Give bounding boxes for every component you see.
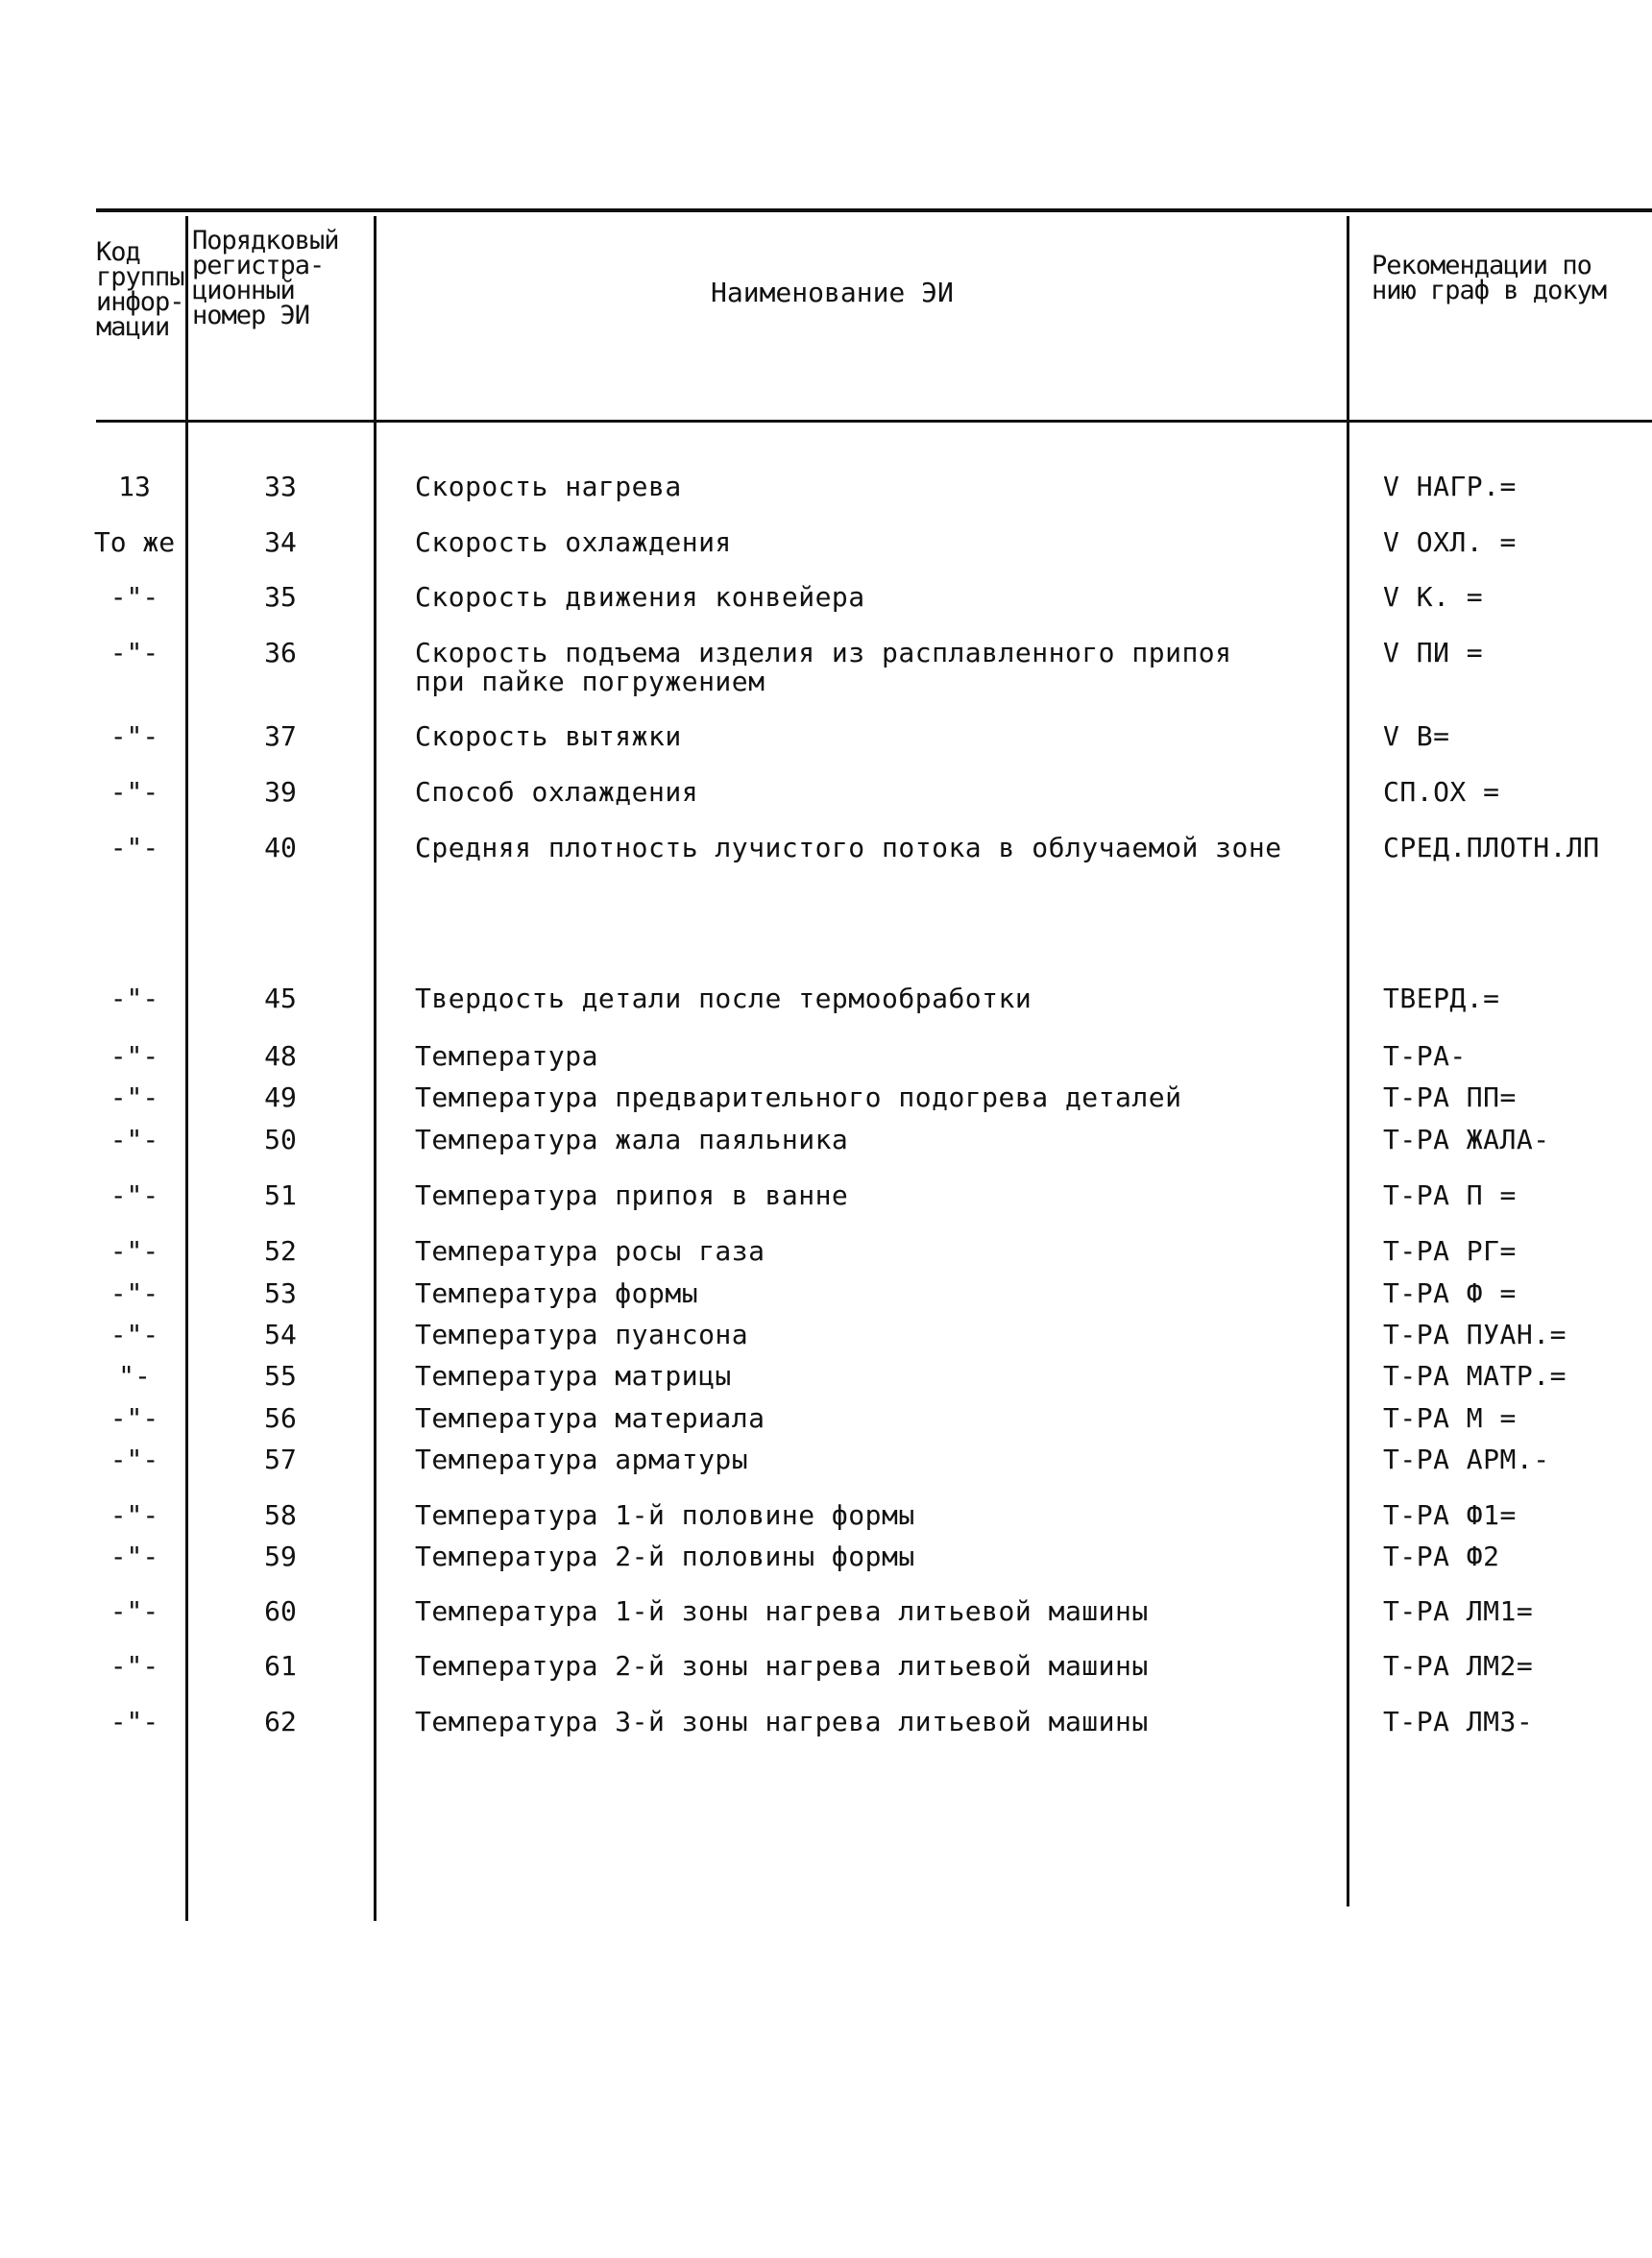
row-recommendation: Т-РА ПП= <box>1383 1081 1517 1113</box>
row-number: 53 <box>264 1277 297 1309</box>
row-recommendation: Т-РА МАТР.= <box>1383 1360 1567 1392</box>
row-name: Скорость охлаждения <box>415 526 732 558</box>
row-name: Температура арматуры <box>415 1444 749 1475</box>
row-number: 50 <box>264 1124 297 1155</box>
row-number: 33 <box>264 471 297 502</box>
row-code: -"- <box>109 581 159 613</box>
row-code: -"- <box>109 1124 159 1155</box>
row-recommendation: СРЕД.ПЛОТН.ЛП <box>1383 832 1600 863</box>
row-recommendation: ТВЕРД.= <box>1383 983 1500 1014</box>
row-number: 61 <box>264 1650 297 1682</box>
row-number: 52 <box>264 1235 297 1267</box>
header-code: Код группы инфор- мации <box>96 237 184 342</box>
row-recommendation: V ПИ = <box>1383 637 1484 668</box>
row-number: 60 <box>264 1595 297 1627</box>
row-number: 58 <box>264 1499 297 1531</box>
row-name: Температура 2-й зоны нагрева литьевой машины <box>415 1650 1149 1682</box>
row-number: 54 <box>264 1319 297 1350</box>
table-top-rule <box>96 208 1652 212</box>
row-recommendation: Т-РА ЛМ2= <box>1383 1650 1534 1682</box>
row-name: Температура матрицы <box>415 1360 732 1392</box>
row-number: 56 <box>264 1402 297 1434</box>
row-code: -"- <box>109 1706 159 1737</box>
row-name: Температура <box>415 1040 598 1072</box>
row-code: -"- <box>109 1277 159 1309</box>
row-code: -"- <box>109 637 159 668</box>
row-code: -"- <box>109 1235 159 1267</box>
row-recommendation: Т-РА Ф1= <box>1383 1499 1517 1531</box>
row-recommendation: Т-РА ЛМ3- <box>1383 1706 1534 1737</box>
row-recommendation: V К. = <box>1383 581 1484 613</box>
row-code: -"- <box>109 832 159 863</box>
row-recommendation: Т-РА ЖАЛА- <box>1383 1124 1550 1155</box>
row-recommendation: Т-РА ПУАН.= <box>1383 1319 1567 1350</box>
row-name: Скорость вытяжки <box>415 720 682 752</box>
row-recommendation: V ОХЛ. = <box>1383 526 1517 558</box>
row-recommendation: Т-РА П = <box>1383 1179 1517 1211</box>
row-code: "- <box>118 1360 151 1392</box>
row-recommendation: Т-РА- <box>1383 1040 1467 1072</box>
row-code: -"- <box>109 1650 159 1682</box>
header-recommendation: Рекомендации по нию граф в докум <box>1372 251 1607 305</box>
column-divider-3 <box>1347 216 1349 1906</box>
row-name: Твердость детали после термообработки <box>415 983 1032 1014</box>
row-number: 40 <box>264 832 297 863</box>
row-recommendation: V В= <box>1383 720 1450 752</box>
row-code: -"- <box>109 1595 159 1627</box>
row-recommendation: Т-РА РГ= <box>1383 1235 1517 1267</box>
header-name: Наименование ЭИ <box>711 277 954 308</box>
row-name: Средняя плотность лучистого потока в облучаемой зоне <box>415 832 1282 863</box>
header-bottom-rule <box>96 420 1652 423</box>
row-code: То же <box>93 526 176 558</box>
row-code: -"- <box>109 1179 159 1211</box>
row-number: 55 <box>264 1360 297 1392</box>
row-number: 48 <box>264 1040 297 1072</box>
row-name: Способ охлаждения <box>415 776 699 808</box>
row-name: Температура материала <box>415 1402 765 1434</box>
row-recommendation: СП.ОХ = <box>1383 776 1500 808</box>
row-code: -"- <box>109 1402 159 1434</box>
row-number: 35 <box>264 581 297 613</box>
row-recommendation: Т-РА М = <box>1383 1402 1517 1434</box>
row-code: -"- <box>109 720 159 752</box>
row-name: Температура 1-й половине формы <box>415 1499 915 1531</box>
row-number: 45 <box>264 983 297 1014</box>
row-name: Скорость движения конвейера <box>415 581 865 613</box>
row-number: 39 <box>264 776 297 808</box>
row-recommendation: Т-РА Ф2 <box>1383 1541 1500 1572</box>
row-number: 36 <box>264 637 297 668</box>
row-recommendation: Т-РА АРМ.- <box>1383 1444 1550 1475</box>
row-recommendation: Т-РА ЛМ1= <box>1383 1595 1534 1627</box>
row-code: -"- <box>109 1081 159 1113</box>
row-code: -"- <box>109 1541 159 1572</box>
row-number: 59 <box>264 1541 297 1572</box>
row-code: -"- <box>109 1499 159 1531</box>
row-code: -"- <box>109 1319 159 1350</box>
row-name: Температура жала паяльника <box>415 1124 849 1155</box>
row-name: Температура 1-й зоны нагрева литьевой машины <box>415 1595 1149 1627</box>
row-number: 34 <box>264 526 297 558</box>
row-recommendation: V НАГР.= <box>1383 471 1517 502</box>
column-divider-2 <box>374 216 377 1921</box>
header-reg-number: Порядковый регистра- ционный номер ЭИ <box>192 226 339 330</box>
row-name: Скорость нагрева <box>415 471 682 502</box>
row-code: -"- <box>109 1444 159 1475</box>
row-name: Температура 3-й зоны нагрева литьевой машины <box>415 1706 1149 1737</box>
row-name: Температура росы газа <box>415 1235 765 1267</box>
row-code: -"- <box>109 983 159 1014</box>
row-code: -"- <box>109 1040 159 1072</box>
row-number: 49 <box>264 1081 297 1113</box>
row-number: 37 <box>264 720 297 752</box>
row-number: 51 <box>264 1179 297 1211</box>
row-number: 57 <box>264 1444 297 1475</box>
row-recommendation: Т-РА Ф = <box>1383 1277 1517 1309</box>
row-name: Температура формы <box>415 1277 699 1309</box>
row-name: Температура пуансона <box>415 1319 749 1350</box>
row-code: 13 <box>118 471 151 502</box>
row-name: Температура припоя в ванне <box>415 1179 849 1211</box>
row-code: -"- <box>109 776 159 808</box>
row-number: 62 <box>264 1706 297 1737</box>
row-name: Скорость подъема изделия из расплавленного припоя при пайке погружением <box>415 637 1232 697</box>
row-name: Температура предварительного подогрева деталей <box>415 1081 1182 1113</box>
row-name: Температура 2-й половины формы <box>415 1541 915 1572</box>
